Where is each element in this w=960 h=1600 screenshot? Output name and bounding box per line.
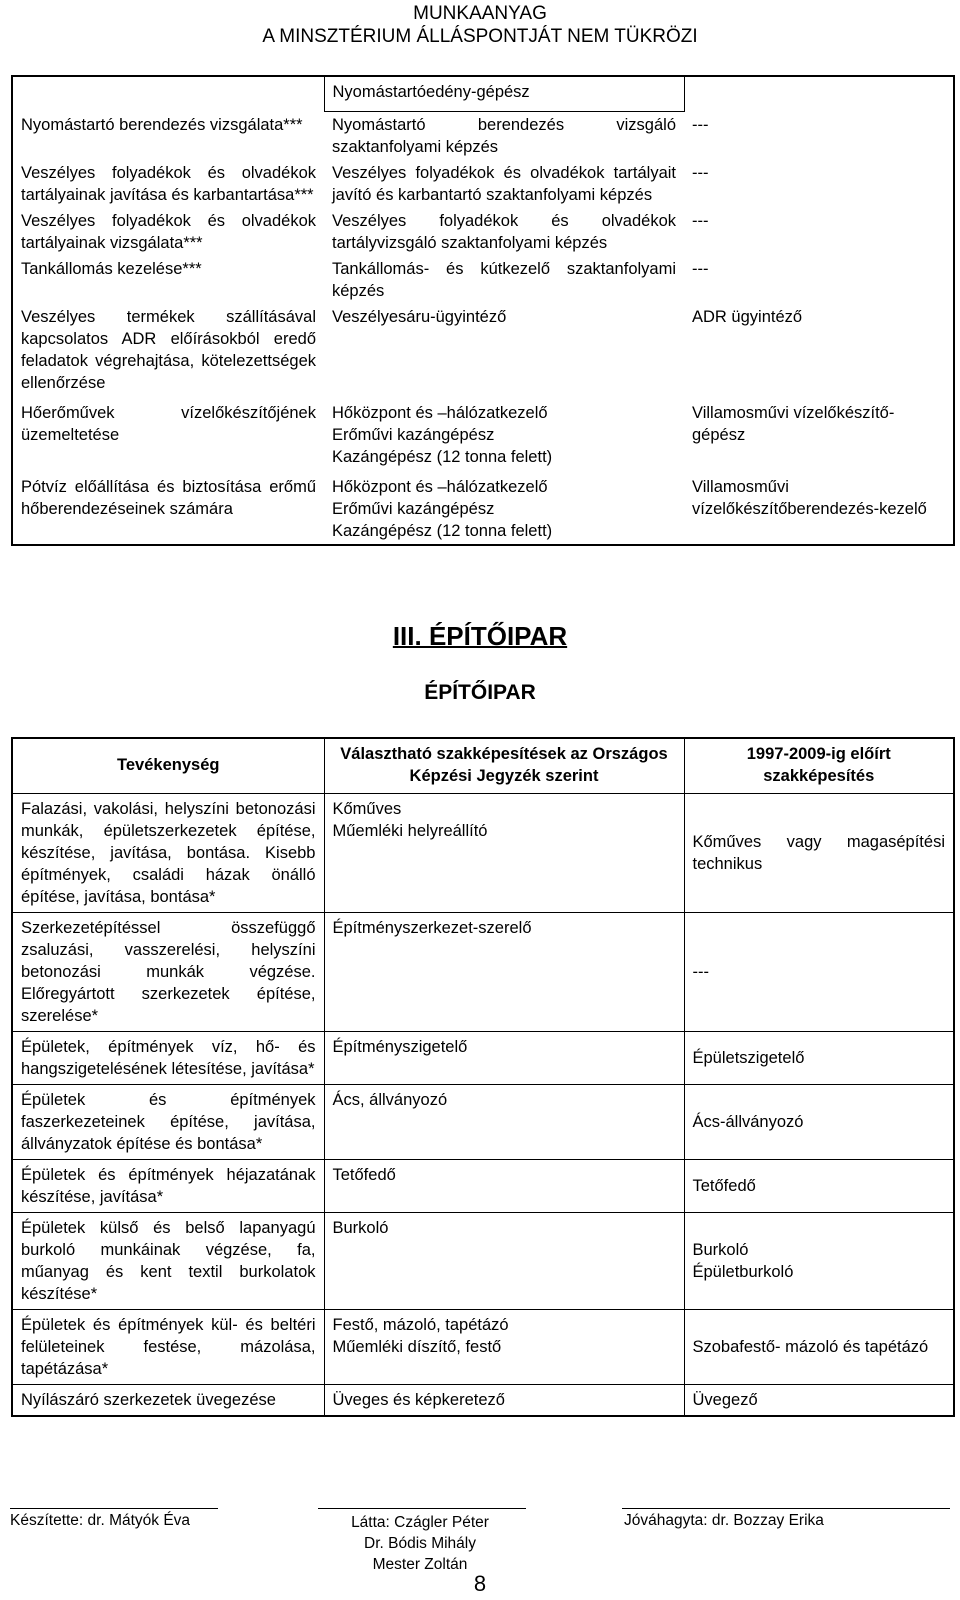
previous-cell [684, 913, 954, 1032]
previous-cell [684, 794, 954, 913]
activity-cell: Veszélyes folyadékok és olvadékok tartályainak javítása és karbantartása*** [21, 164, 316, 204]
activity-cell: Hőerőművek vízelőkészítőjének üzemeltetése [21, 404, 316, 444]
table-row [12, 1085, 954, 1160]
page-number: 8 [473, 1571, 487, 1596]
seen-by-1: Látta: Czágler Péter [351, 1514, 489, 1531]
table-row [12, 112, 954, 161]
activity-cell: Épületek és építmények faszerkezeteinek építése, javítása, állványzatok építése és bontása* [12, 1085, 324, 1160]
signature-line [318, 1508, 526, 1509]
qualification-cell [324, 1032, 684, 1085]
qualification-cell [324, 112, 684, 161]
cell-line: --- [692, 963, 709, 981]
cell-line: Kazángépész (12 tonna felett) [332, 448, 553, 466]
activity-cell: Épületek külső és belső lapanyagú burkoló munkáinak végzése, fa, műanyag és kent textil burkolatok készítése* [12, 1213, 324, 1310]
activity-cell: Szerkezetépítéssel összefüggő zsaluzási, vasszerelési, helyszíni betonozási munkák végzése. Előregyártott szerkezetek építése, szerelése* [12, 913, 324, 1032]
cell-line: Erőművi kazángépész [332, 500, 495, 518]
cell-line: Tetőfedő [332, 1166, 396, 1184]
qualification-cell [324, 1160, 684, 1213]
previous-cell: --- [692, 260, 709, 278]
cell-line: Burkoló [332, 1219, 389, 1237]
cell-line: Üveges és képkeretező [332, 1391, 505, 1409]
previous-cell [684, 1160, 954, 1213]
cell-line: Műemléki díszítő, festő [332, 1338, 502, 1356]
previous-cell: Villamosművi vízelőkészítő-gépész [692, 404, 895, 444]
activity-cell: Épületek, építmények víz, hő- és hangszigetelésének létesítése, javítása* [12, 1032, 324, 1085]
table-row [12, 304, 954, 396]
previous-cell: --- [692, 115, 709, 134]
activity-cell: Pótvíz előállítása és biztosítása erőmű hőberendezéseinek számára [21, 478, 316, 518]
cell-line: Veszélyesáru-ügyintéző [332, 308, 507, 326]
qualification-cell [324, 794, 684, 913]
previous-cell: --- [692, 164, 709, 182]
previous-cell [684, 1310, 954, 1385]
cell-line: Tetőfedő [692, 1177, 756, 1195]
qualification-cell [324, 396, 684, 470]
table-body [12, 794, 954, 1417]
table-energy [11, 75, 955, 546]
cell-line: Épületburkoló [692, 1263, 794, 1281]
column-header: Nyomástartóedény-gépész [324, 76, 684, 112]
cell-line: Műemléki helyreállító [332, 822, 488, 840]
qualification-cell [324, 913, 684, 1032]
cell-line: Ács, állványozó [332, 1091, 448, 1109]
previous-cell: Villamosművi vízelőkészítőberendezés-kezelő [692, 478, 927, 518]
table-row [12, 1385, 954, 1417]
section-title: III. ÉPÍTŐIPAR [392, 621, 568, 651]
cell-line: Kőműves [332, 800, 402, 818]
header-line-2: A MINSZTÉRIUM ÁLLÁSPONTJÁT NEM TÜKRÖZI [262, 26, 698, 47]
qualification-cell [324, 1385, 684, 1417]
previous-cell [684, 1385, 954, 1417]
table-row [12, 76, 954, 112]
cell-line: Épületszigetelő [692, 1049, 805, 1067]
previous-cell: ADR ügyintéző [692, 308, 803, 326]
activity-cell: Épületek és építmények kül- és beltéri felületeinek festése, mázolása, tapétázása* [12, 1310, 324, 1385]
signature-line [10, 1508, 218, 1509]
previous-cell: --- [692, 212, 709, 230]
cell-line: Üvegező [692, 1391, 758, 1409]
qualification-cell [324, 160, 684, 208]
qualification-cell [324, 1310, 684, 1385]
section-subtitle: ÉPÍTŐIPAR [424, 681, 536, 704]
document-header [200, 2, 760, 48]
table-row [12, 256, 954, 304]
table-row [12, 208, 954, 256]
previous-cell [684, 1213, 954, 1310]
table-body [12, 112, 954, 546]
table-row [12, 794, 954, 913]
table-row [12, 913, 954, 1032]
prepared-by: Készítette: dr. Mátyók Éva [10, 1512, 191, 1529]
approved-by: Jóváhagyta: dr. Bozzay Erika [624, 1512, 824, 1529]
cell-line: Hőközpont és –hálózatkezelő [332, 404, 548, 422]
previous-cell [684, 1032, 954, 1085]
header-line-1: MUNKAANYAG [413, 3, 547, 24]
qualification-cell [324, 1213, 684, 1310]
table-row [12, 1310, 954, 1385]
cell-line: Erőművi kazángépész [332, 426, 495, 444]
activity-cell: Tankállomás kezelése*** [21, 260, 202, 278]
seen-by-3: Mester Zoltán [372, 1556, 468, 1573]
cell-line: Szobafestő- mázoló és tapétázó [692, 1338, 929, 1356]
table-header-row [12, 738, 954, 794]
cell-line: Veszélyes folyadékok és olvadékok tartályvizsgáló szaktanfolyami képzés [332, 212, 676, 252]
signature-line [622, 1508, 950, 1509]
activity-cell: Veszélyes folyadékok és olvadékok tartályainak vizsgálata*** [21, 212, 316, 252]
column-header-activity: Tevékenység [12, 738, 324, 794]
table-row [12, 1032, 954, 1085]
cell-line: Hőközpont és –hálózatkezelő [332, 478, 548, 496]
qualification-cell [324, 1085, 684, 1160]
qualification-cell [324, 256, 684, 304]
cell-line: Ács-állványozó [692, 1113, 804, 1131]
qualification-cell [324, 304, 684, 396]
table-row [12, 470, 954, 545]
column-header-previous: 1997-2009-ig előírt szakképesítés [684, 738, 954, 794]
activity-cell: Falazási, vakolási, helyszíni betonozási munkák, épületszerkezetek építése, készítése, javítása, bontása. Kisebb építmények, családi házak önálló építése, javítása, bontása* [12, 794, 324, 913]
cell-line: Építményszigetelő [332, 1038, 468, 1056]
qualification-cell [324, 470, 684, 545]
table-row [12, 1160, 954, 1213]
cell-line: Kőműves vagy magasépítési technikus [692, 833, 945, 873]
qualification-cell [324, 208, 684, 256]
cell-line: Veszélyes folyadékok és olvadékok tartályait javító és karbantartó szaktanfolyami képzés [332, 164, 676, 204]
cell-line: Burkoló [692, 1241, 749, 1259]
cell-line: Építményszerkezet-szerelő [332, 919, 532, 937]
activity-cell: Nyílászáró szerkezetek üvegezése [12, 1385, 324, 1417]
table-row [12, 160, 954, 208]
activity-cell: Veszélyes termékek szállításával kapcsolatos ADR előírásokból eredő feladatok végrehajtása, kötelezettségek ellenőrzése [21, 308, 316, 392]
column-header-qualification: Választható szakképesítések az Országos Képzési Jegyzék szerint [324, 738, 684, 794]
cell-line: Festő, mázoló, tapétázó [332, 1316, 509, 1334]
table-construction [11, 737, 955, 1417]
seen-by [320, 1512, 520, 1575]
cell-line: Kazángépész (12 tonna felett) [332, 522, 553, 540]
seen-by-2: Dr. Bódis Mihály [364, 1535, 476, 1552]
cell-line: Nyomástartó berendezés vizsgáló szaktanfolyami képzés [332, 116, 676, 156]
previous-cell [684, 1085, 954, 1160]
cell-line: Tankállomás- és kútkezelő szaktanfolyami képzés [332, 260, 676, 300]
table-row [12, 1213, 954, 1310]
activity-cell: Nyomástartó berendezés vizsgálata*** [21, 115, 303, 134]
activity-cell: Épületek és építmények héjazatának készítése, javítása* [12, 1160, 324, 1213]
table-row [12, 396, 954, 470]
